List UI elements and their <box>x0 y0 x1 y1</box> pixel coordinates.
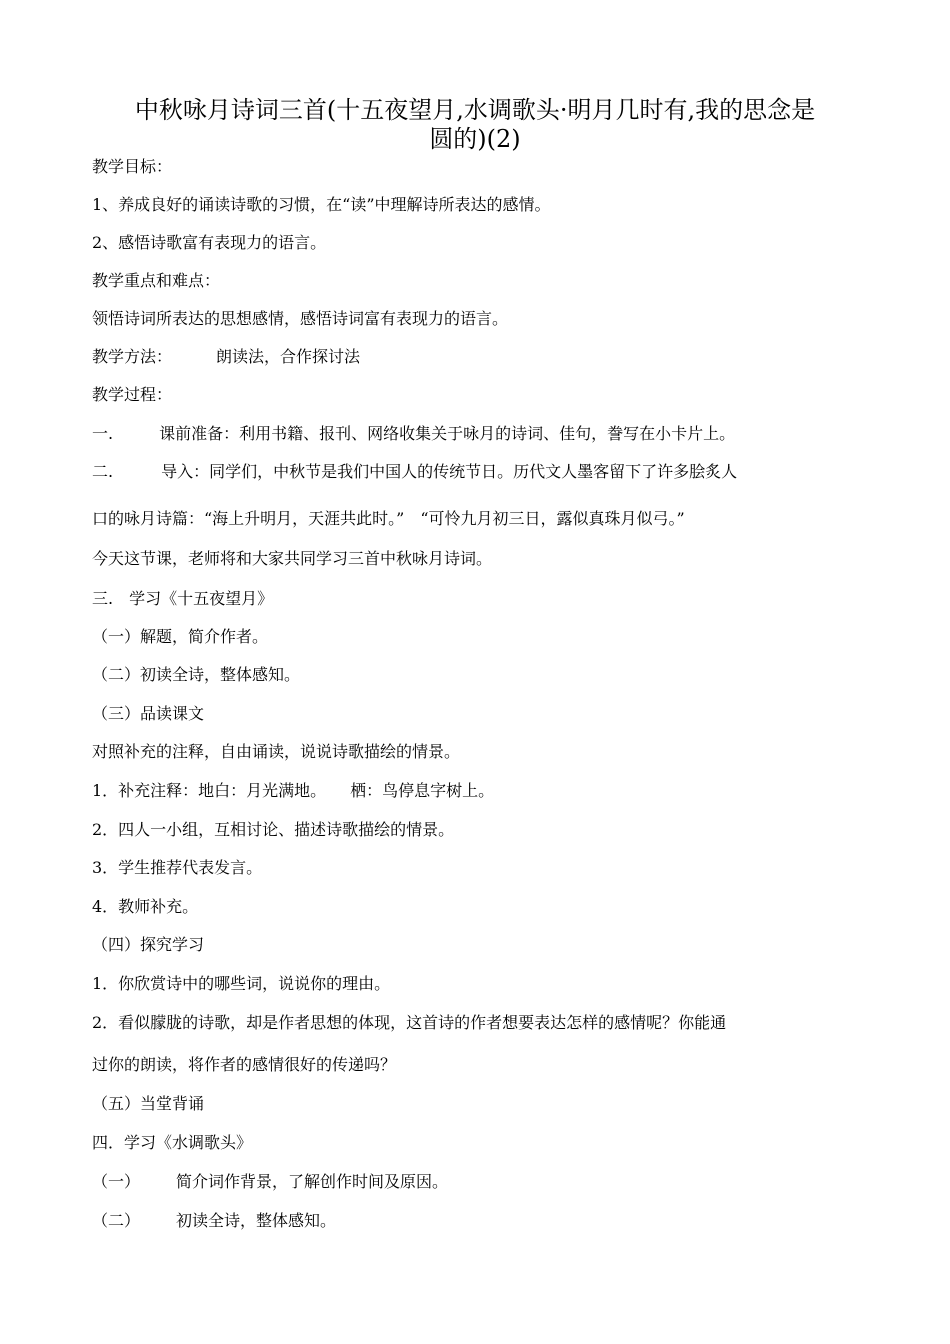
step-2-continuation-2: 今天这节课，老师将和大家共同学习三首中秋咏月诗词。 <box>92 549 493 568</box>
step-3-item-4-b: 2．看似朦胧的诗歌，却是作者思想的体现，这首诗的作者想要表达怎样的感情呢？你能通 <box>92 1013 727 1032</box>
step-4-item-2-number: （二） <box>92 1211 141 1230</box>
step-3-item-4-b-continuation: 过你的朗读，将作者的感情很好的传递吗？ <box>92 1055 397 1074</box>
step-2-number: 二. <box>92 462 114 481</box>
step-4-item-2 <box>92 1211 336 1231</box>
document-title <box>92 96 858 154</box>
step-1-line <box>92 424 735 444</box>
step-3-item-3-d: 4．教师补充。 <box>92 897 199 916</box>
step-2-text: 导入：同学们，中秋节是我们中国人的传统节日。历代文人墨客留下了许多脍炙人 <box>161 462 738 481</box>
step-1-text: 课前准备：利用书籍、报刊、网络收集关于咏月的诗词、佳句，誊写在小卡片上。 <box>159 424 736 443</box>
step-3-item-3: （三）品读课文 <box>92 704 205 723</box>
goal-heading: 教学目标： <box>92 157 173 176</box>
step-4-item-1-number: （一） <box>92 1172 141 1191</box>
step-1-number: 一. <box>92 424 114 443</box>
step-4-item-1 <box>92 1172 448 1192</box>
title-line-1: 中秋咏月诗词三首(十五夜望月,水调歌头·明月几时有,我的思念是 <box>134 96 816 124</box>
step-3-item-4: （四）探究学习 <box>92 935 205 954</box>
step-3-heading: 三. 学习《十五夜望月》 <box>92 589 274 608</box>
step-2-continuation-1: 口的咏月诗篇：“海上升明月，天涯共此时。” “可怜九月初三日，露似真珠月似弓。” <box>92 509 685 528</box>
method-text: 朗读法，合作探讨法 <box>216 347 361 366</box>
step-3-item-3-c: 3．学生推荐代表发言。 <box>92 858 263 877</box>
key-points-heading: 教学重点和难点： <box>92 271 221 290</box>
method-label: 教学方法： <box>92 347 173 366</box>
key-points-text: 领悟诗词所表达的思想感情，感悟诗词富有表现力的语言。 <box>92 309 509 328</box>
title-line-2: 圆的)(2) <box>429 125 521 153</box>
step-3-item-3-b: 2．四人一小组，互相讨论、描述诗歌描绘的情景。 <box>92 820 455 839</box>
step-4-item-2-text: 初读全诗，整体感知。 <box>176 1211 337 1230</box>
step-3-item-4-a: 1．你欣赏诗中的哪些词，说说你的理由。 <box>92 974 391 993</box>
step-4-item-1-text: 简介词作背景，了解创作时间及原因。 <box>176 1172 449 1191</box>
step-3-item-3-intro: 对照补充的注释，自由诵读，说说诗歌描绘的情景。 <box>92 742 461 761</box>
method-line <box>92 347 360 367</box>
step-2-line <box>92 462 737 482</box>
goal-item-1: 1、养成良好的诵读诗歌的习惯，在“读”中理解诗所表达的感情。 <box>92 195 551 214</box>
step-3-item-3-a: 1．补充注释：地白：月光满地。 栖：鸟停息字树上。 <box>92 781 495 800</box>
step-3-item-2: （二）初读全诗，整体感知。 <box>92 665 301 684</box>
process-heading: 教学过程： <box>92 385 173 404</box>
step-3-item-5: （五）当堂背诵 <box>92 1094 205 1113</box>
goal-item-2: 2、感悟诗歌富有表现力的语言。 <box>92 233 327 252</box>
step-3-item-1: （一）解题，简介作者。 <box>92 627 269 646</box>
step-4-heading: 四．学习《水调歌头》 <box>92 1133 253 1152</box>
